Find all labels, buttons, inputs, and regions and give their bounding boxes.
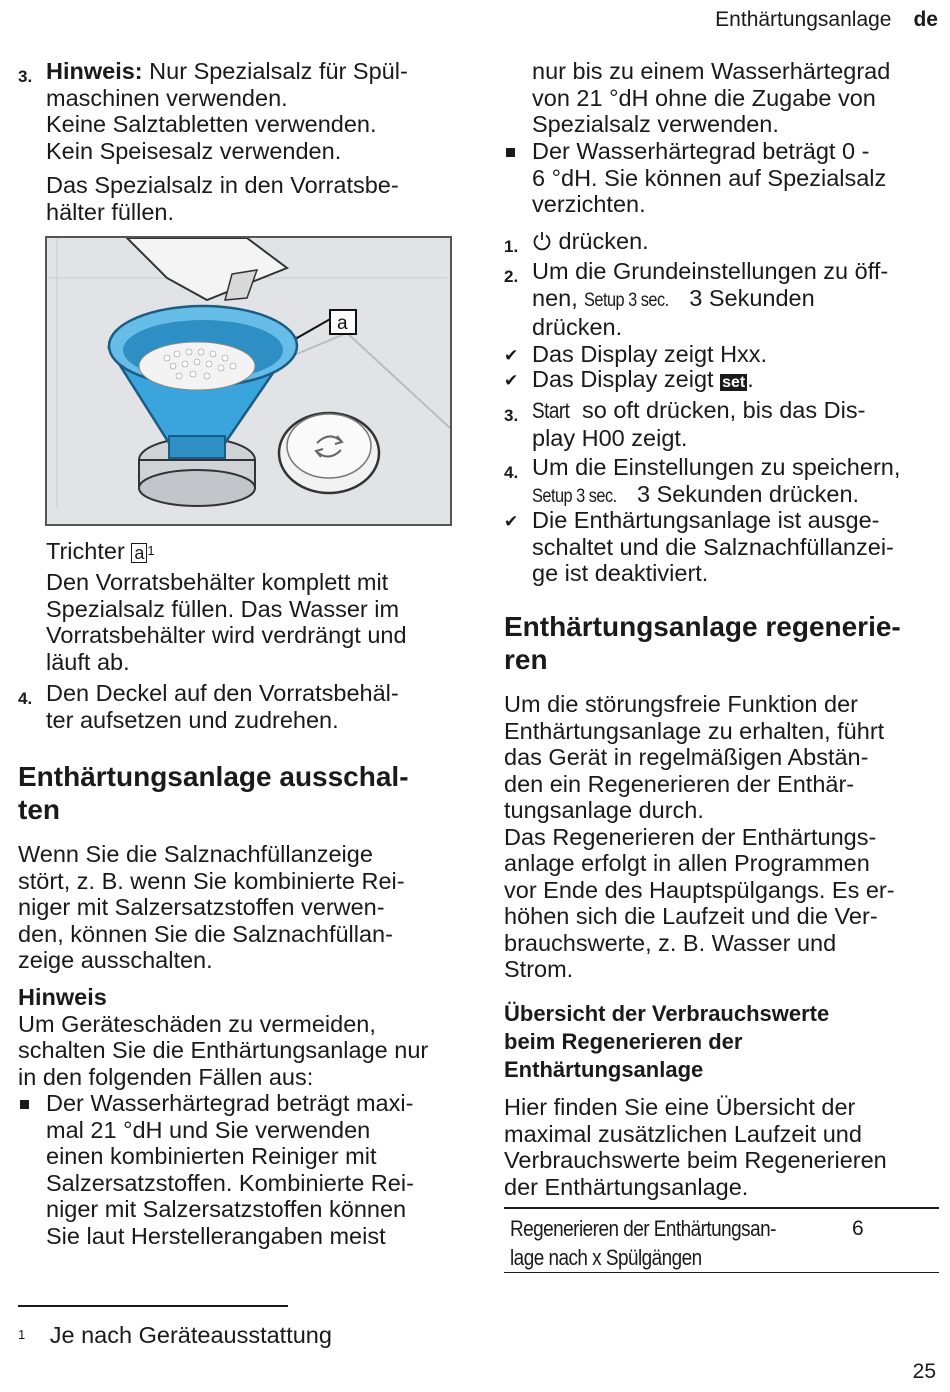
step-4-right [504, 454, 944, 510]
caption-text: Trichter [46, 538, 132, 564]
step-text: nen, [532, 284, 585, 311]
heading-line: ren [504, 644, 548, 675]
bullet-line: niger mit Salzersatzstoffen können [46, 1196, 407, 1222]
subheading-line: Übersicht der Verbrauchswerte [504, 1001, 830, 1026]
paragraph-line: den ein Regenerieren der Enthär- [504, 770, 855, 797]
footnote-divider [18, 1305, 288, 1307]
step-text: play H00 zeigt. [532, 424, 688, 451]
fill-instruction: Das Spezialsalz in den Vorratsbe- [46, 172, 399, 198]
paragraph-line: der Enthärtungsanlage. [504, 1173, 749, 1200]
bullet-icon [506, 148, 515, 157]
paragraph-line: Spezialsalz füllen. Das Wasser im [46, 595, 400, 622]
caption-ref: a [131, 543, 147, 563]
footnote-marker: 1 [147, 543, 155, 558]
step-3 [18, 58, 478, 225]
paragraph-line: niger mit Salzersatzstoffen verwen- [18, 894, 385, 920]
step-text: drücken. [532, 314, 623, 340]
bullet-line: von 21 °dH ohne die Zugabe von [532, 84, 876, 111]
paragraph-line: Verbrauchswerte beim Regenerieren [504, 1147, 887, 1173]
hint-text: maschinen verwenden. [46, 84, 288, 111]
paragraph-line: Um die störungsfreie Funktion der [504, 691, 858, 717]
paragraph-line: Hier finden Sie eine Übersicht der [504, 1094, 856, 1120]
check-icon: ✔ [504, 371, 519, 390]
setup-button-label: Setup 3 sec. [584, 289, 669, 311]
consumption-table [504, 1207, 939, 1273]
paragraph-line: Den Vorratsbehälter komplett mit [46, 569, 389, 595]
bullet-line: Sie laut Herstellerangaben meist [46, 1222, 386, 1249]
result-text: . [747, 366, 754, 392]
paragraph-line: höhen sich die Laufzeit und die Ver- [504, 903, 878, 929]
fill-instruction: hälter füllen. [46, 198, 175, 225]
table-row-label [510, 1215, 840, 1273]
paragraph-line: stört, z. B. wenn Sie kombinierte Rei- [18, 867, 405, 894]
subheading-consumption [504, 1000, 944, 1084]
section-heading-regenerate [504, 610, 944, 676]
bullet-line: einen kombinierten Reiniger mit [46, 1143, 377, 1169]
hint-text: Keine Salztabletten verwenden. [46, 111, 377, 137]
step-4 [18, 680, 478, 733]
regenerate-paragraph [504, 691, 944, 983]
bullet-line: Spezialsalz verwenden. [532, 111, 779, 137]
table-row-value: 6 [852, 1217, 864, 1240]
paragraph-line: Enthärtungsanlage zu erhalten, führt [504, 717, 885, 744]
step-number: 1. [504, 237, 519, 256]
step-text: Den Deckel auf den Vorratsbehäl- [46, 680, 399, 706]
hint-text: Kein Speisesalz verwenden. [46, 137, 342, 164]
setup-button-label: Setup 3 sec. [532, 485, 617, 507]
page-header [715, 8, 938, 32]
bullet-item [504, 138, 944, 218]
bullet-line: Der Wasserhärtegrad beträgt 0 - [532, 138, 870, 164]
hint-label: Hinweis: [46, 58, 143, 84]
step-number: 4. [504, 463, 519, 482]
paragraph-line: Das Regenerieren der Enthärtungs- [504, 823, 877, 850]
result-text: Das Display zeigt [532, 366, 721, 392]
step-text: Um die Einstellungen zu speichern, [532, 454, 901, 480]
paragraph-line: läuft ab. [46, 648, 130, 675]
bullet-line: Der Wasserhärtegrad beträgt maxi- [46, 1090, 414, 1116]
paragraph-line: zeige ausschalten. [18, 947, 213, 973]
bullet-icon [20, 1100, 29, 1109]
step-number: 4. [18, 689, 33, 708]
step-2 [504, 258, 944, 341]
disable-intro [18, 841, 478, 974]
hint-title: Hinweis [18, 984, 107, 1010]
bullet-line: mal 21 °dH und Sie verwenden [46, 1116, 371, 1143]
display-set-symbol: set [722, 374, 746, 391]
heading-line: ten [18, 794, 60, 825]
result-text: ge ist deaktiviert. [532, 560, 709, 586]
heading-line: Enthärtungsanlage regenerie- [504, 611, 901, 642]
step-text: 3 Sekunden drücken. [630, 480, 860, 507]
header-section: Enthärtungsanlage [715, 8, 892, 31]
result-item [504, 366, 944, 397]
step-1 [504, 228, 944, 255]
step-text: drücken. [552, 228, 649, 254]
check-icon: ✔ [504, 346, 519, 365]
paragraph-line: vor Ende des Hauptspülgangs. Es er- [504, 876, 895, 903]
heading-line: Enthärtungsanlage ausschal- [18, 761, 409, 792]
figure-callout-label: a [337, 313, 348, 334]
subheading-line: beim Regenerieren der [504, 1029, 743, 1054]
table-label-line: Regenerieren der Enthärtungsan- [510, 1216, 776, 1241]
paragraph-line: anlage erfolgt in allen Programmen [504, 850, 870, 876]
hint-line: schalten Sie die Enthärtungsanlage nur [18, 1037, 429, 1063]
footnote-number: 1 [18, 1327, 26, 1342]
result-text: schaltet und die Salznachfüllanzei- [532, 533, 894, 560]
result-text: Das Display zeigt Hxx. [532, 341, 768, 367]
paragraph-line: das Gerät in regelmäßigen Abstän- [504, 744, 869, 770]
bullet-line: verzichten. [532, 191, 646, 217]
step-number: 3. [504, 406, 519, 425]
funnel-salt-image [47, 238, 450, 524]
section-heading-disable [18, 760, 478, 826]
power-icon [532, 231, 552, 251]
step-number: 3. [18, 67, 33, 86]
footnote [18, 1322, 332, 1349]
hint-line: Um Geräteschäden zu vermeiden, [18, 1010, 376, 1037]
result-text: Die Enthärtungsanlage ist ausge- [532, 507, 880, 533]
step-3-right [504, 397, 944, 451]
paragraph-line: Vorratsbehälter wird verdrängt und [46, 622, 407, 648]
step-text: Um die Grundeinstellungen zu öff- [532, 258, 889, 284]
consumption-intro [504, 1094, 944, 1200]
bullet-continuation [532, 58, 942, 138]
step-text: so oft drücken, bis das Dis- [575, 397, 866, 423]
paragraph-line: Wenn Sie die Salznachfüllanzeige [18, 841, 373, 867]
step-text: ter aufsetzen und zudrehen. [46, 706, 339, 733]
subheading-line: Enthärtungsanlage [504, 1057, 704, 1082]
hint-line: in den folgenden Fällen aus: [18, 1063, 314, 1090]
bullet-line: nur bis zu einem Wasserhärtegrad [532, 58, 891, 84]
result-item [504, 507, 944, 587]
hint-block [18, 984, 478, 1090]
footnote-text: Je nach Geräteausstattung [49, 1322, 332, 1348]
bullet-line: 6 °dH. Sie können auf Spezialsalz [532, 164, 887, 191]
bullet-line: Salzersatzstoffen. Kombinierte Rei- [46, 1169, 414, 1196]
paragraph-line: den, können Sie die Salznachfüllan- [18, 920, 393, 947]
page-number: 25 [912, 1360, 936, 1383]
bullet-item [18, 1090, 478, 1249]
funnel-illustration [45, 236, 452, 526]
check-icon: ✔ [504, 512, 519, 531]
table-label-line: lage nach x Spülgängen [510, 1245, 702, 1270]
hint-text: Nur Spezialsalz für Spül- [142, 58, 408, 84]
start-button-label: Start [532, 398, 570, 423]
paragraph-line: maximal zusätzlichen Laufzeit und [504, 1120, 862, 1147]
paragraph-line: Strom. [504, 956, 574, 982]
step-number: 2. [504, 267, 519, 286]
paragraph-line: brauchswerte, z. B. Wasser und [504, 929, 837, 956]
result-item [504, 341, 944, 368]
fill-paragraph [46, 569, 476, 675]
figure-caption [46, 538, 155, 565]
header-language: de [913, 8, 938, 31]
step-text: 3 Sekunden [682, 284, 815, 311]
paragraph-line: tungsanlage durch. [504, 797, 704, 823]
